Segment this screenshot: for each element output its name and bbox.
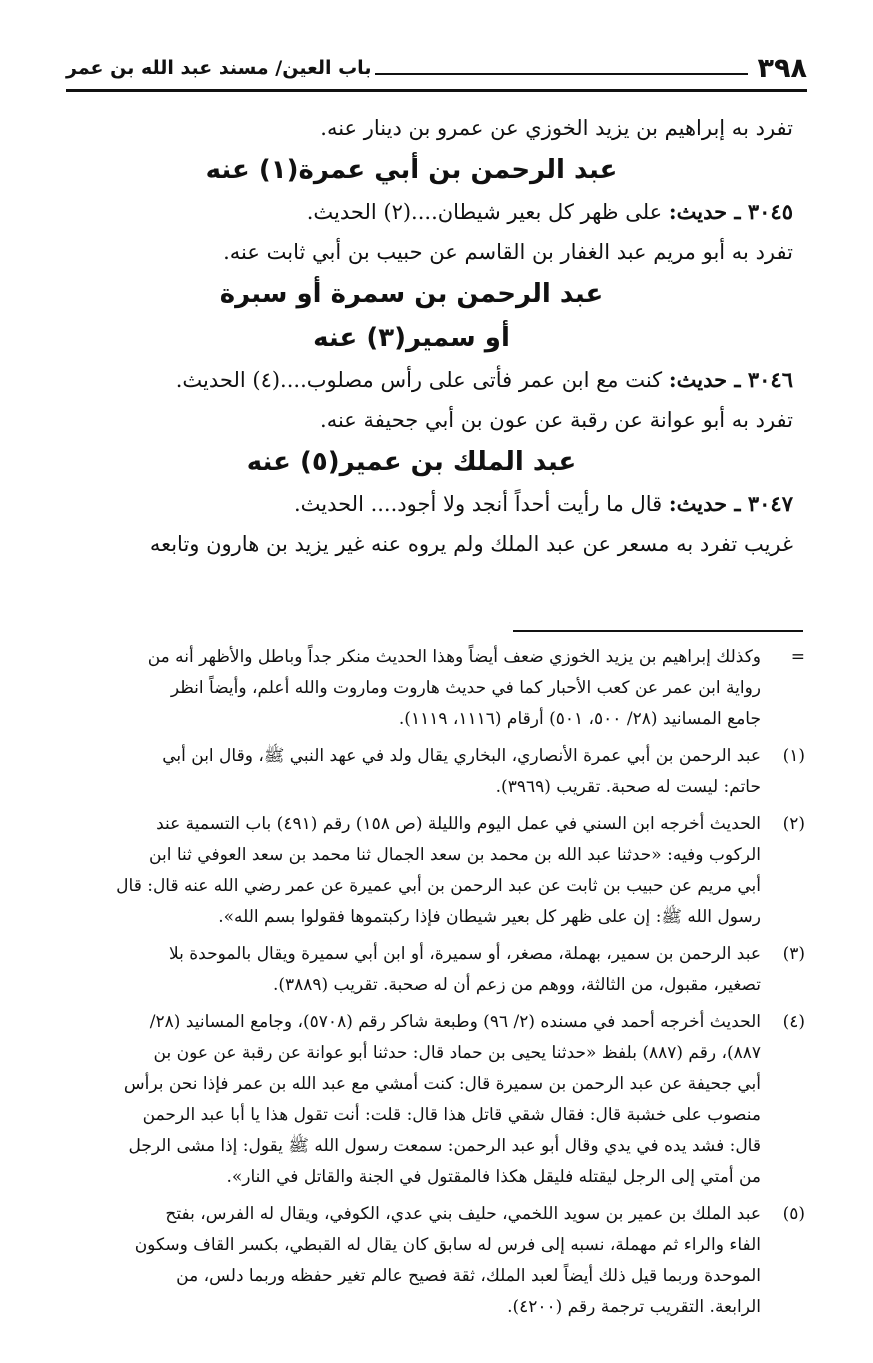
intro-line: تفرد به إبراهيم بن يزيد الخوزي عن عمرو بن دينار عنه. (320, 116, 793, 140)
section-heading-cont: أو سمير(٣) عنه (313, 323, 510, 353)
footnote-continuation (66, 642, 805, 735)
header-rule (66, 89, 807, 92)
footnote-line: ٨٨٧)، رقم (٨٨٧) بلفظ «حدثنا يحيى بن حماد قال: حدثنا أبو عوانة عن رقبة عن عون بن (153, 1043, 761, 1063)
footnote-marker: (٢) (782, 814, 805, 834)
footnote-1 (66, 741, 805, 803)
transmission-note: تفرد به أبو عوانة عن رقبة عن عون بن أبي جحيفة عنه. (320, 408, 793, 432)
hadith-number: ٣٠٤٧ ـ حديث: (668, 491, 793, 516)
hadith-line (70, 192, 793, 232)
footnote-line: عبد الرحمن بن سمير، بهملة، مصغر، أو سميرة، أو ابن أبي سميرة ويقال بالموحدة بلا (168, 944, 761, 964)
header-leader-line (375, 61, 747, 75)
footnote-line: حاتم: ليست له صحبة. تقريب (٣٩٦٩). (495, 777, 761, 797)
section-1 (70, 148, 793, 272)
section-heading: عبد الرحمن بن سمرة أو سبرة (219, 279, 604, 309)
footnote-line: وكذلك إبراهيم بن يزيد الخوزي ضعف أيضاً وهذا الحديث منكر جداً وباطل والأظهر أنه من (147, 647, 761, 667)
footnote-4 (66, 1007, 805, 1193)
footnote-body (66, 741, 761, 803)
footnote-line: من أمتي إلى الرجل ليقتله فليقل هكذا فالمقتول في الجنة والقاتل في النار». (226, 1167, 761, 1187)
footnote-line: أبي مريم عن حبيب بن ثابت عن عبد الرحمن بن أبي عميرة عن عمر رضي الله عنه قال: قال (116, 876, 761, 896)
hadith-line (70, 484, 793, 524)
footnote-marker: = (790, 647, 805, 667)
footnote-body (66, 1007, 761, 1193)
footnote-body (66, 642, 761, 735)
footnote-line: الموحدة وربما قيل ذلك أيضاً لعبد الملك، ثقة فصيح عالم تغير حفظه وربما دلس، من (176, 1266, 761, 1286)
footnote-3 (66, 939, 805, 1001)
footnote-line: الحديث أخرجه ابن السني في عمل اليوم والليلة (ص ١٥٨) رقم (٤٩١) باب التسمية عند (156, 814, 761, 834)
page-number: ٣٩٨ (757, 52, 807, 84)
footnote-line: جامع المسانيد (٢٨/ ٥٠٠، ٥٠١) أرقام (١١١٦، ١١١٩). (398, 709, 761, 729)
footnote-body (66, 809, 761, 933)
running-title: باب العين/ مسند عبد الله بن عمر (66, 57, 372, 79)
footnote-marker: (١) (782, 746, 805, 766)
footnote-marker: (٤) (782, 1012, 805, 1032)
footnote-line: الحديث أخرجه أحمد في مسنده (٢/ ٩٦) وطبعة شاكر رقم (٥٧٠٨)، وجامع المسانيد (٢٨/ (149, 1012, 761, 1032)
footnote-line: الفاء والراء ثم مهملة، نسبه إلى فرس له سابق كان يقال له القبطي، بكسر القاف وسكون (134, 1235, 761, 1255)
hadith-text: قال ما رأيت أحداً أنجد ولا أجود.... الحديث. (293, 492, 663, 516)
transmission-note: تفرد به أبو مريم عبد الغفار بن القاسم عن حبيب بن أبي ثابت عنه. (223, 240, 793, 264)
hadith-line (70, 360, 793, 400)
hadith-number: ٣٠٤٥ ـ حديث: (668, 199, 793, 224)
main-text (70, 108, 793, 564)
footnote-line: الركوب وفيه: «حدثنا عبد الله بن محمد بن سعد الجمال ثنا محمد بن سعد العوفي ثنا ابن (149, 845, 761, 865)
transmission-note: غريب تفرد به مسعر عن عبد الملك ولم يروه عنه غير يزيد بن هارون وتابعه (149, 532, 793, 556)
footnotes (66, 642, 805, 1329)
footnote-line: عبد الملك بن عمير بن سويد اللخمي، حليف بني عدي، الكوفي، ويقال له الفرس، بفتح (165, 1204, 761, 1224)
section-heading: عبد الرحمن بن أبي عمرة(١) عنه (205, 155, 618, 185)
footnote-line: عبد الرحمن بن أبي عمرة الأنصاري، البخاري يقال ولد في عهد النبي ﷺ، وقال ابن أبي (162, 746, 761, 766)
section-2 (70, 272, 793, 440)
footnote-2 (66, 809, 805, 933)
footnote-line: منصوب على خشبة قال: فقال شقي قاتل هذا قال: قلت: أنت تقول هذا يا أبا عبد الرحمن (142, 1105, 761, 1125)
footnote-marker: (٥) (782, 1204, 805, 1224)
footnote-5 (66, 1199, 805, 1323)
hadith-number: ٣٠٤٦ ـ حديث: (668, 367, 793, 392)
hadith-text: كنت مع ابن عمر فأتى على رأس مصلوب....(٤) الحديث. (175, 368, 663, 392)
footnote-body (66, 1199, 761, 1323)
footnote-line: تصغير، مقبول، من الثالثة، ووهم من زعم أن له صحبة. تقريب (٣٨٨٩). (272, 975, 761, 995)
section-heading: عبد الملك بن عمير(٥) عنه (246, 447, 577, 477)
footnote-line: الرابعة. التقريب ترجمة رقم (٤٢٠٠). (507, 1297, 761, 1317)
footnote-line: رسول الله ﷺ: إن على ظهر كل بعير شيطان فإذا ركبتموها فقولوا بسم الله». (218, 907, 761, 927)
hadith-text: على ظهر كل بعير شيطان....(٢) الحديث. (306, 200, 663, 224)
footnote-line: أبي جحيفة عن عبد الرحمن بن سميرة قال: كنت أمشي مع عبد الله بن عمر فإذا نحن برأس (123, 1074, 761, 1094)
footnote-line: رواية ابن عمر عن كعب الأحبار كما في حديث هاروت وماروت والله أعلم، وأيضاً انظر (170, 678, 761, 698)
footnote-divider (513, 630, 803, 632)
section-3 (70, 440, 793, 564)
footnote-line: قال: فشد يده في يدي وقال أبو عبد الرحمن: سمعت رسول الله ﷺ يقول: إذا مشى الرجل (128, 1136, 761, 1156)
running-header (66, 48, 807, 88)
footnote-body (66, 939, 761, 1001)
footnote-marker: (٣) (782, 944, 805, 964)
